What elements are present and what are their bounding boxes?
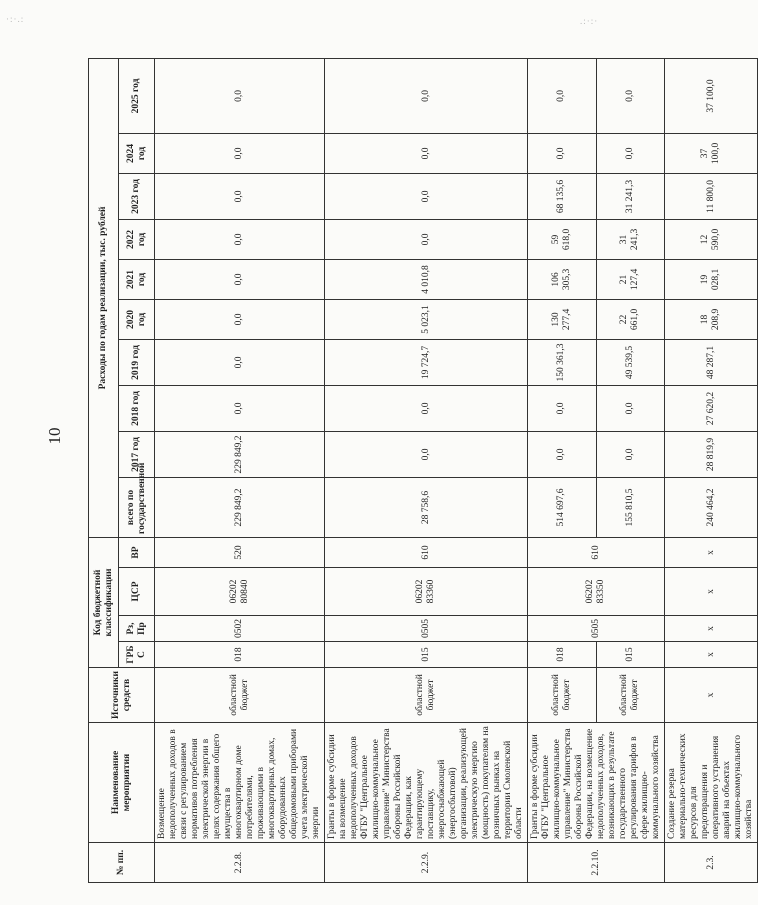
row-year-value: 19 724,7: [325, 339, 528, 385]
row-year-value: 22 661,0: [596, 299, 665, 339]
row-year-value: 4 010,8: [325, 259, 528, 299]
header-kbk: Код бюджетной классификации: [89, 537, 119, 667]
header-year: 2018 год: [119, 385, 155, 431]
row-year-value: 28 819,9: [665, 431, 758, 477]
row-year-value: 0,0: [596, 431, 665, 477]
row-grbs: 018: [528, 642, 597, 668]
header-year: 2020 год: [119, 299, 155, 339]
row-year-value: 12 590,0: [665, 219, 758, 259]
row-csr: 06202 83360: [325, 568, 528, 616]
row-total: 28 758,6: [325, 477, 528, 537]
header-rzpr: Рз, Пр: [119, 616, 155, 642]
row-name: Гранты в форме субсидии на возмещение недополученных доходов ФГБУ "Центральное жилищно-коммунальное управление" Министерства обороны Российской Федерации, как гарантирующему поставщику, энергоснабжающей (энергосбытовой) организации, реализующей электрическую энергию (мощность) покупателям на розничных рынках на территории Смоленской области: [325, 723, 528, 843]
row-year-value: 0,0: [155, 299, 325, 339]
header-name: Наименование мероприятия: [89, 723, 155, 843]
row-grbs: 018: [155, 642, 325, 668]
row-year-value: 37 100,0: [665, 58, 758, 133]
row-year-value: 106 305,3: [528, 259, 597, 299]
row-source: областной бюджет: [528, 668, 597, 723]
row-year-value: 27 620,2: [665, 385, 758, 431]
row-year-value: 0,0: [528, 58, 597, 133]
row-source: областной бюджет: [155, 668, 325, 723]
row-total: 155 810,5: [596, 477, 665, 537]
row-vr: 520: [155, 537, 325, 567]
row-num: 2.2.10.: [528, 843, 665, 883]
header-grbs: ГРБ С: [119, 642, 155, 668]
row-vr: x: [665, 537, 758, 567]
row-csr: 06202 83350: [528, 568, 665, 616]
header-year: 2023 год: [119, 173, 155, 219]
header-year: 2024 год: [119, 133, 155, 173]
row-csr: x: [665, 568, 758, 616]
row-grbs: 015: [596, 642, 665, 668]
table-row: [155, 58, 325, 882]
row-rzpr: x: [665, 616, 758, 642]
row-year-value: 49 539,5: [596, 339, 665, 385]
row-year-value: 5 023,1: [325, 299, 528, 339]
table-row: [325, 58, 528, 882]
row-year-value: 0,0: [325, 219, 528, 259]
row-year-value: 0,0: [528, 133, 597, 173]
row-year-value: 68 135,6: [528, 173, 597, 219]
row-year-value: 0,0: [596, 133, 665, 173]
page-number: 10: [45, 427, 64, 445]
table-row: [665, 58, 758, 882]
table-row: [528, 58, 597, 882]
row-rzpr: 0505: [528, 616, 665, 642]
row-vr: 610: [325, 537, 528, 567]
row-num: 2.2.8.: [155, 843, 325, 883]
row-year-value: 0,0: [155, 173, 325, 219]
row-total: 229 849,2: [155, 477, 325, 537]
row-source: областной бюджет: [325, 668, 528, 723]
header-total: всего по государственной: [119, 477, 155, 537]
row-year-value: 0,0: [596, 385, 665, 431]
header-year: 2025 год: [119, 58, 155, 133]
expenses-table: [88, 58, 758, 883]
row-year-value: 0,0: [596, 58, 665, 133]
row-rzpr: 0502: [155, 616, 325, 642]
row-total: 240 464,2: [665, 477, 758, 537]
row-year-value: 130 277,4: [528, 299, 597, 339]
row-year-value: 0,0: [155, 259, 325, 299]
row-year-value: 150 361,3: [528, 339, 597, 385]
row-year-value: 0,0: [155, 58, 325, 133]
header-year: 2022 год: [119, 219, 155, 259]
row-name: Гранты в форме субсидии ФГБУ "Центральное жилищно-коммунальное управление" Министерства обороны Российской Федерации, на возмещение недополученных доходов, возникающих в результате государственного регулирования тарифов в сфере жилищно-коммунального хозяйства: [528, 723, 665, 843]
row-year-value: 0,0: [325, 385, 528, 431]
row-grbs: x: [665, 642, 758, 668]
row-rzpr: 0505: [325, 616, 528, 642]
header-expenses: Расходы по годам реализации, тыс. рублей: [89, 58, 119, 537]
header-year: 2019 год: [119, 339, 155, 385]
row-grbs: 015: [325, 642, 528, 668]
rotated-table-wrapper: [88, 63, 754, 883]
row-year-value: 0,0: [325, 58, 528, 133]
scan-noise: .:·:·: [580, 16, 599, 26]
header-year: 2017 год: [119, 431, 155, 477]
header-year: 2021 год: [119, 259, 155, 299]
row-year-value: 229 849,2: [155, 431, 325, 477]
row-year-value: 0,0: [325, 133, 528, 173]
header-row-1: [89, 58, 119, 882]
row-year-value: 59 618,0: [528, 219, 597, 259]
scan-noise: ·:·.:: [6, 14, 25, 24]
row-year-value: 0,0: [155, 339, 325, 385]
row-year-value: 0,0: [528, 385, 597, 431]
header-source: Источники средств: [89, 668, 155, 723]
row-year-value: 19 028,1: [665, 259, 758, 299]
row-num: 2.3.: [665, 843, 758, 883]
row-source: x: [665, 668, 758, 723]
header-csr: ЦСР: [119, 568, 155, 616]
row-vr: 610: [528, 537, 665, 567]
row-year-value: 18 208,9: [665, 299, 758, 339]
row-name: Возмещение недополученных доходов в связи с регулированием нормативов потребления электрической энергии в целях содержания общего имущества в многоквартирном доме потребителями, проживающими в многоквартирных домах, оборудованных общедомовыми приборами учета электрической энергии: [155, 723, 325, 843]
row-name: Создание резерва материально-технических ресурсов для предотвращения и оперативного устранения аварий на объектах жилищно-коммунального хозяйства: [665, 723, 758, 843]
header-num: № пп.: [89, 843, 155, 883]
row-year-value: 0,0: [325, 431, 528, 477]
row-year-value: 0,0: [155, 219, 325, 259]
row-year-value: 0,0: [325, 173, 528, 219]
row-year-value: 37 100,0: [665, 133, 758, 173]
row-year-value: 0,0: [155, 133, 325, 173]
row-year-value: 31 241,3: [596, 219, 665, 259]
row-year-value: 31 241,3: [596, 173, 665, 219]
row-year-value: 11 800,0: [665, 173, 758, 219]
row-source: областной бюджет: [596, 668, 665, 723]
row-year-value: 0,0: [155, 385, 325, 431]
row-year-value: 0,0: [528, 431, 597, 477]
header-vr: ВР: [119, 537, 155, 567]
row-num: 2.2.9.: [325, 843, 528, 883]
row-total: 514 697,6: [528, 477, 597, 537]
row-year-value: 48 287,1: [665, 339, 758, 385]
row-year-value: 21 127,4: [596, 259, 665, 299]
row-csr: 06202 80840: [155, 568, 325, 616]
